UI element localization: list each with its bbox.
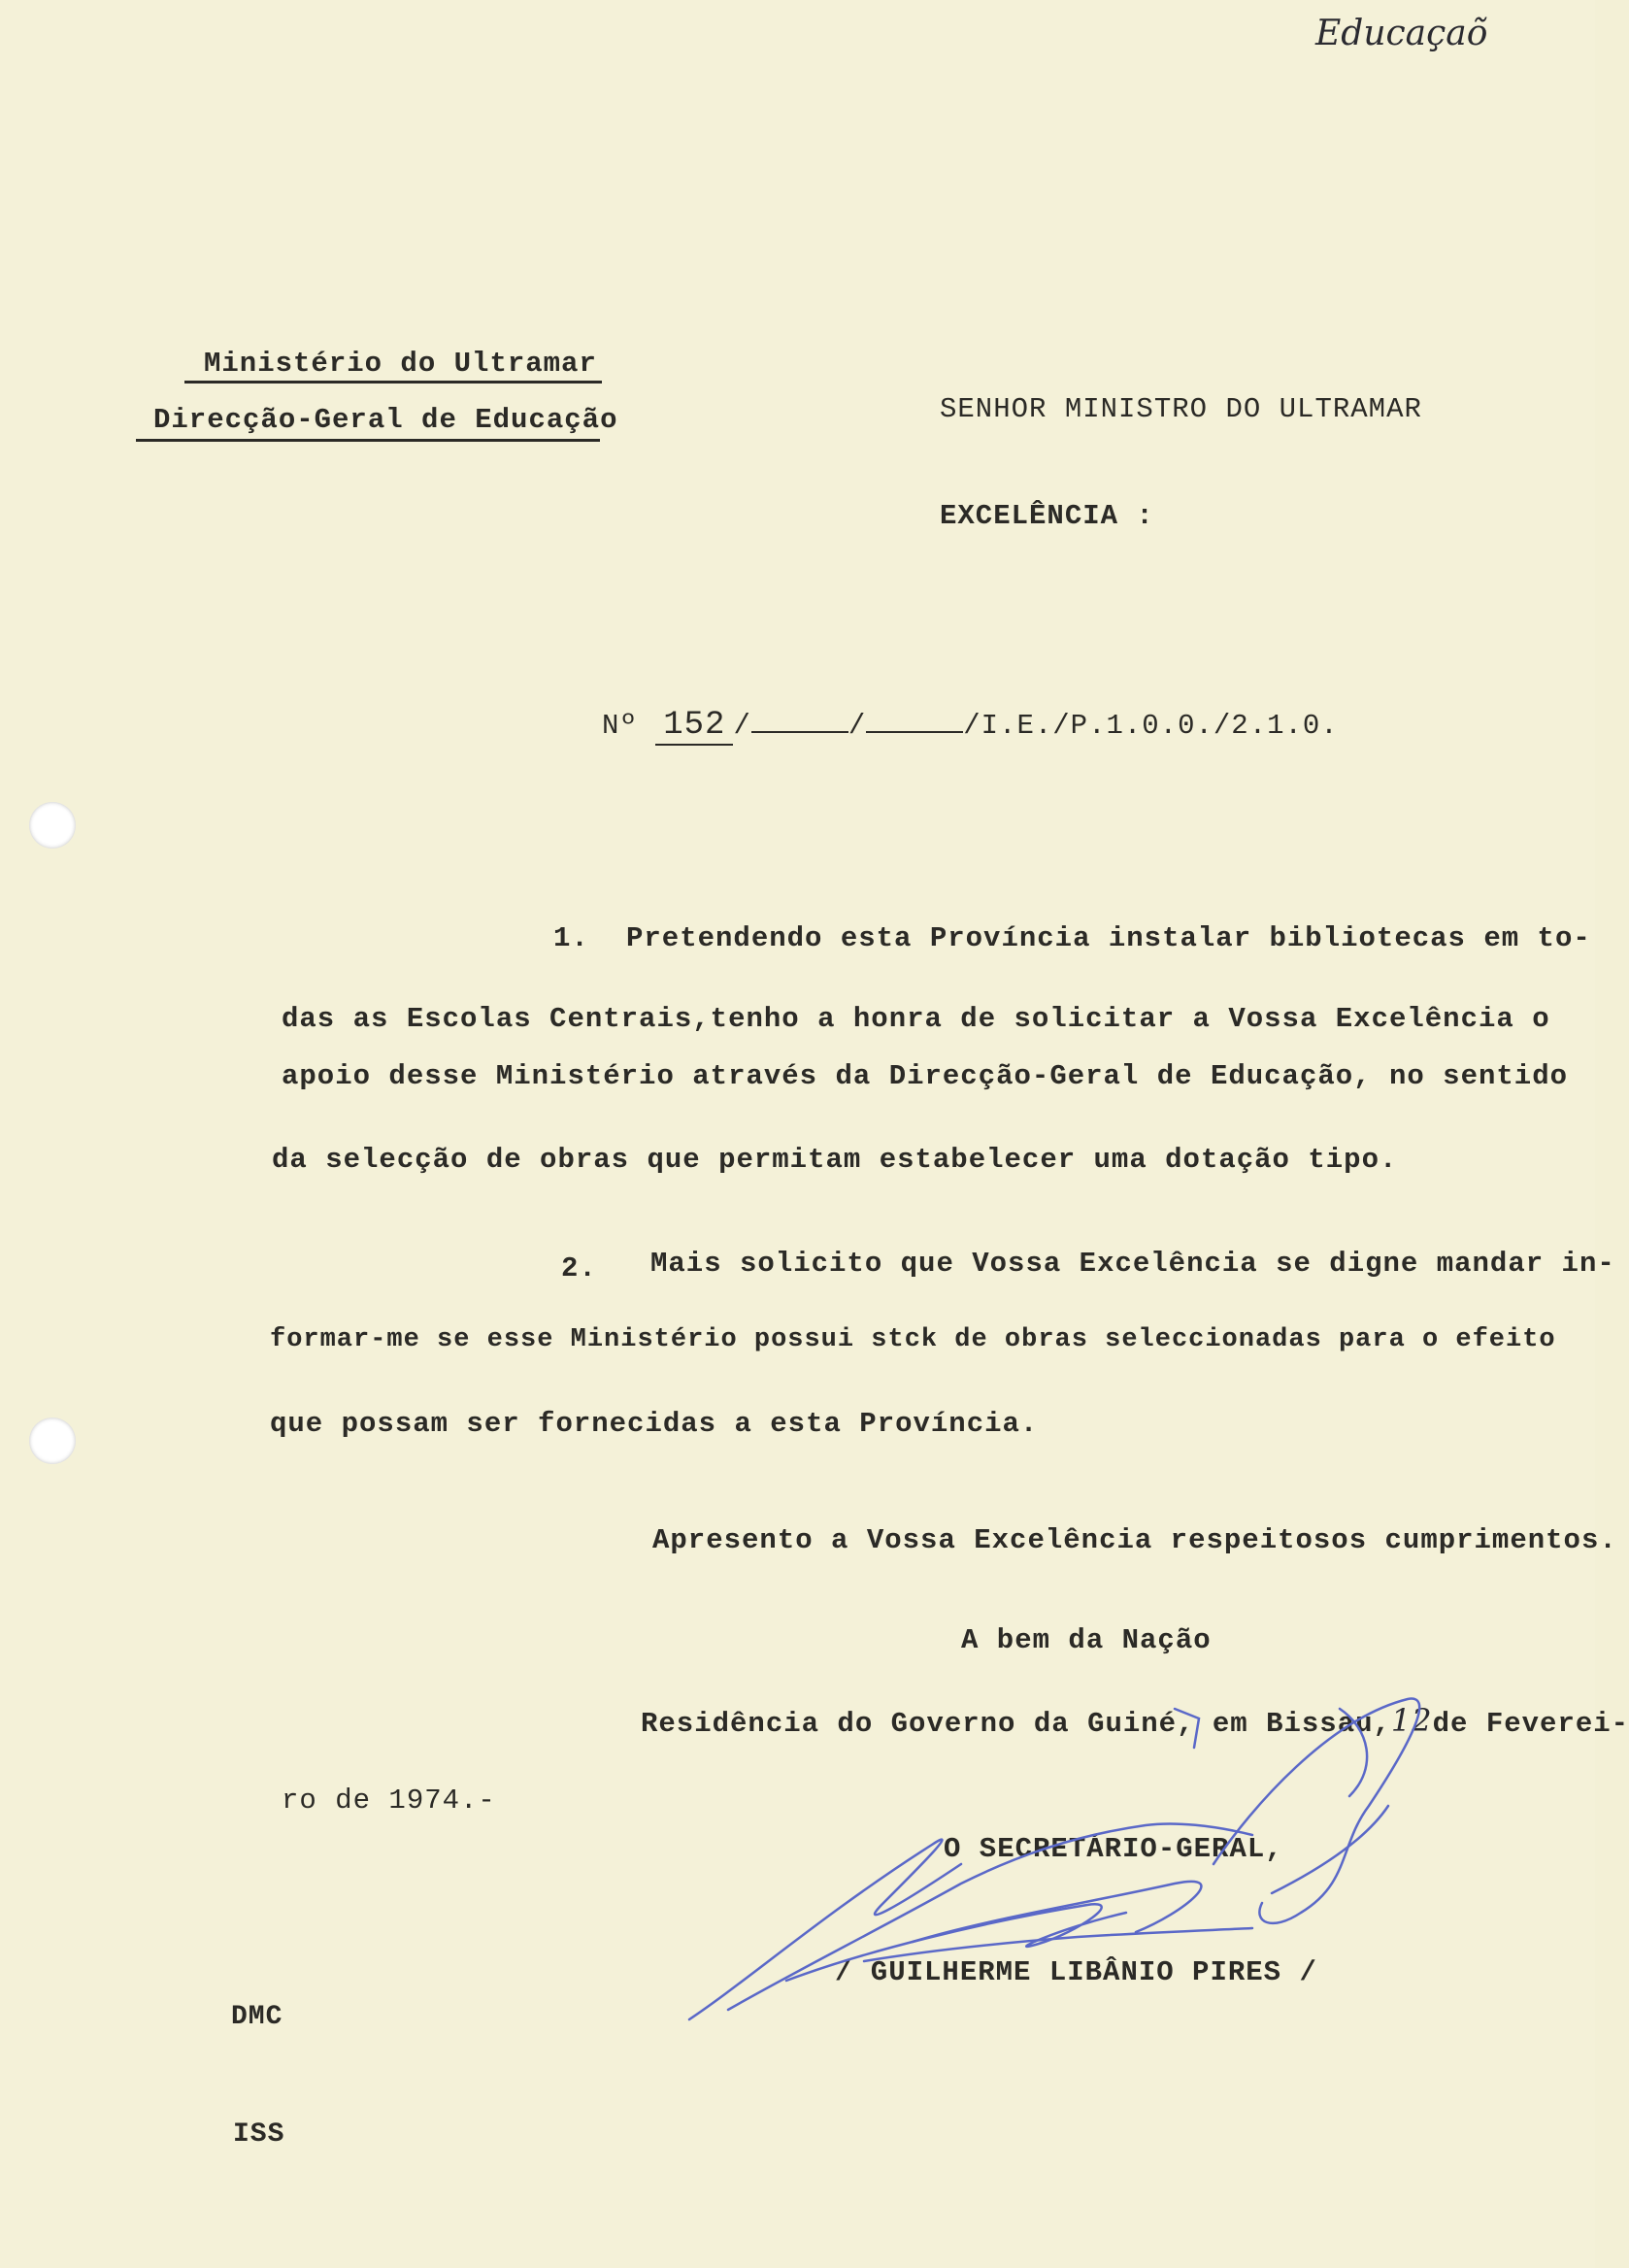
signature-stroke (786, 1904, 1126, 1981)
ministry-underline (184, 381, 602, 384)
signature-stroke (1272, 1806, 1388, 1893)
paragraph-2-line-3: que possam ser fornecidas a esta Província. (270, 1408, 1039, 1440)
punch-hole-upper (29, 802, 76, 849)
punch-hole-lower (29, 1418, 76, 1464)
signatory-title: O SECRETÁRIO-GERAL, (944, 1833, 1283, 1865)
initials-first: DMC (231, 2002, 283, 2032)
reference-separator-1: / (733, 710, 751, 742)
place-date-line-2: ro de 1974.- (282, 1784, 496, 1817)
place-text: Residência do Governo da Guiné, em Bissau, (641, 1708, 1391, 1740)
paragraph-1-line-2: das as Escolas Centrais,tenho a honra de solicitar a Vossa Excelência o (282, 1003, 1550, 1035)
reference-number-line (602, 707, 1339, 746)
paragraph-2-line-1: Mais solicito que Vossa Excelência se digne mandar in- (650, 1248, 1615, 1280)
signature-stroke (1213, 1699, 1419, 1923)
signatory-name: / GUILHERME LIBÂNIO PIRES / (835, 1956, 1317, 1988)
reference-separator-2: / (848, 710, 867, 742)
recipient-address: SENHOR MINISTRO DO ULTRAMAR (940, 393, 1422, 425)
month-text: de Feverei- (1432, 1708, 1629, 1740)
signature-stroke (1340, 1709, 1367, 1796)
directorate-heading: Direcção-Geral de Educação (153, 404, 618, 436)
compliments-line: Apresento a Vossa Excelência respeitosos cumprimentos. (652, 1524, 1617, 1556)
initials-second: ISS (233, 2119, 285, 2150)
paragraph-1-line-3: apoio desse Ministério através da Direcção-Geral de Educação, no sentido (282, 1060, 1569, 1092)
paragraph-1-line-4: da selecção de obras que permitam estabelecer uma dotação tipo. (272, 1144, 1398, 1176)
directorate-underline (136, 439, 600, 442)
signature-stroke (728, 1823, 1252, 2010)
handwritten-annotation: Educaçaõ (1315, 14, 1488, 53)
ministry-heading: Ministério do Ultramar (204, 348, 597, 380)
reference-blank-1 (751, 708, 848, 733)
handwritten-day: 12 (1390, 1702, 1433, 1739)
recipient-salutation: EXCELÊNCIA : (940, 500, 1154, 532)
paragraph-2-number: 2. (561, 1252, 597, 1284)
reference-number: 152 (655, 707, 733, 746)
reference-prefix: Nº (602, 710, 638, 742)
paragraph-1-line-1: Pretendendo esta Província instalar bibliotecas em to- (626, 922, 1591, 954)
paragraph-1-number: 1. (553, 922, 589, 954)
signature-stroke (1175, 1709, 1199, 1748)
reference-code: /I.E./P.1.0.0./2.1.0. (963, 710, 1339, 742)
signature-scribble (670, 1689, 1476, 2097)
paragraph-2-line-2: formar-me se esse Ministério possui stck de obras seleccionadas para o efeito (270, 1325, 1556, 1354)
reference-blank-2 (866, 708, 963, 733)
signature-stroke (689, 1840, 961, 2019)
motto-line: A bem da Nação (961, 1624, 1212, 1656)
